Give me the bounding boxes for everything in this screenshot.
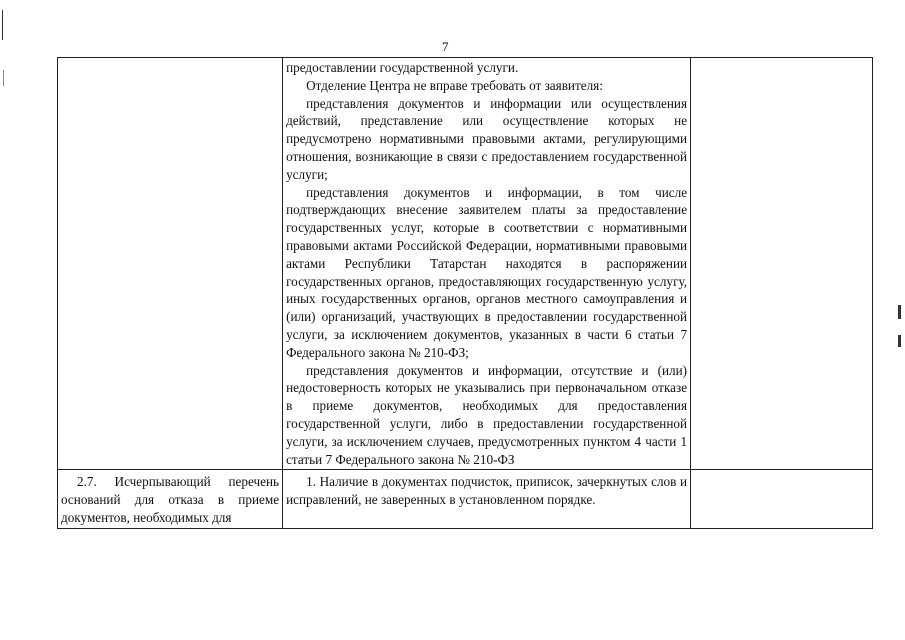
scan-mark-left [3,70,4,86]
row1-notes-cell [691,58,873,470]
document-table-container [57,57,873,529]
scan-mark-left [2,10,3,40]
paragraph-item-3: представления документов и информации, отсутствие и (или) недостоверность которых не указывались при первоначальном отказе в приеме документов, необходимых для предоставления государственной услуги, либо в предоставлении государственной услуги, за исключением случаев, предусмотренных пунктом 4 части 1 статьи 7 Федерального закона № 210-ФЗ [286,362,688,467]
row2-section-cell [58,470,283,528]
table-row [58,470,873,528]
scan-mark-right [898,305,901,319]
row2-notes-cell [691,470,873,528]
paragraph-item-2: представления документов и информации, в том числе подтверждающих внесение заявителем платы за предоставление государственных услуг, которые в соответствии с нормативными правовыми актами Российской Федерации, нормативными правовыми актами Республики Татарстан находятся в распоряжении государственных органов, предоставляющих государственную услугу, иных государственных органов, органов местного самоуправления и (или) организаций, участвующих в предоставлении государственной услуги, за исключением документов, указанных в части 6 статьи 7 Федерального закона № 210-ФЗ; [286,184,688,360]
row1-content-cell [283,58,691,470]
row2-content-cell [283,470,691,528]
regulation-table [57,57,873,529]
section-heading-2-7: 2.7. Исчерпывающий перечень оснований для отказа в приеме документов, необходимых для [61,474,280,525]
row1-section-cell [58,58,283,470]
scan-mark-right [898,335,901,347]
page-number: 7 [442,39,449,54]
paragraph-intro: Отделение Центра не вправе требовать от заявителя: [306,77,603,93]
refusal-ground-1: 1. Наличие в документах подчисток, приписок, зачеркнутых слов и исправлений, не заверенных в установленном порядке. [286,474,688,508]
paragraph-item-1: представления документов и информации или осуществления действий, представление или осуществление которых не предусмотрено нормативными правовыми актами, регулирующими отношения, возникающие в связи с предоставлением государственной услуги; [286,95,688,182]
table-row [58,58,873,470]
paragraph-continuation: предоставлении государственной услуги. [286,60,519,75]
